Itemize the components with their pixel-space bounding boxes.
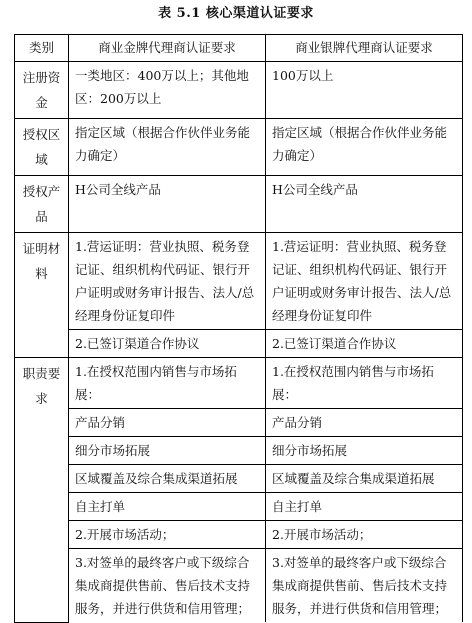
header-silver: 商业银牌代理商认证要求 xyxy=(266,35,463,62)
gold-cell: 细分市场拓展 xyxy=(69,437,266,465)
row-category: 授权区域 xyxy=(15,119,69,176)
gold-cell: 2.已签订渠道合作协议 xyxy=(69,330,266,358)
silver-cell: 2.已签订渠道合作协议 xyxy=(266,330,463,358)
gold-cell: 指定区域（根据合作伙伴业务能力确定） xyxy=(69,119,266,176)
table-row xyxy=(15,358,463,409)
silver-cell: 1.在授权范围内销售与市场拓展： xyxy=(266,358,463,409)
silver-cell: 产品分销 xyxy=(266,409,463,437)
row-category: 授权产品 xyxy=(15,176,69,233)
silver-cell: 区域覆盖及综合集成渠道拓展 xyxy=(266,465,463,493)
gold-cell: 产品分销 xyxy=(69,409,266,437)
table-row xyxy=(15,62,463,119)
silver-cell: 自主打单 xyxy=(266,493,463,521)
table-row xyxy=(15,549,463,623)
table-caption: 表 5.1 核心渠道认证要求 xyxy=(158,6,314,21)
table-row xyxy=(15,119,463,176)
gold-cell: 一类地区：400万以上；其他地区：200万以上 xyxy=(69,62,266,119)
table-row xyxy=(15,176,463,233)
header-gold: 商业金牌代理商认证要求 xyxy=(69,35,266,62)
row-category: 证明材料 xyxy=(15,233,69,358)
table-row xyxy=(15,521,463,549)
gold-cell: 2.开展市场活动； xyxy=(69,521,266,549)
row-category: 职责要求 xyxy=(15,358,69,623)
gold-cell: 自主打单 xyxy=(69,493,266,521)
silver-cell: 2.开展市场活动； xyxy=(266,521,463,549)
table-row xyxy=(15,437,463,465)
silver-cell: 3.对签单的最终客户或下级综合集成商提供售前、售后技术支持服务，并进行供货和信用管理； xyxy=(266,549,463,623)
silver-cell: 1.营运证明：营业执照、税务登记证、组织机构代码证、银行开户证明或财务审计报告、法人/总经理身份证复印件 xyxy=(266,233,463,330)
row-category: 注册资金 xyxy=(15,62,69,119)
header-category: 类别 xyxy=(15,35,69,62)
table-row xyxy=(15,493,463,521)
silver-cell: 细分市场拓展 xyxy=(266,437,463,465)
table-row xyxy=(15,233,463,330)
gold-cell: 1.在授权范围内销售与市场拓展： xyxy=(69,358,266,409)
gold-cell: 区域覆盖及综合集成渠道拓展 xyxy=(69,465,266,493)
gold-cell: H公司全线产品 xyxy=(69,176,266,233)
gold-cell: 1.营运证明：营业执照、税务登记证、组织机构代码证、银行开户证明或财务审计报告、法人/总经理身份证复印件 xyxy=(69,233,266,330)
silver-cell: H公司全线产品 xyxy=(266,176,463,233)
silver-cell: 指定区域（根据合作伙伴业务能力确定） xyxy=(266,119,463,176)
gold-cell: 3.对签单的最终客户或下级综合集成商提供售前、售后技术支持服务，并进行供货和信用管理； xyxy=(69,549,266,623)
table-row xyxy=(15,409,463,437)
header-row xyxy=(15,35,463,62)
certification-requirements-table xyxy=(14,34,463,623)
table-row xyxy=(15,330,463,358)
table-row xyxy=(15,465,463,493)
silver-cell: 100万以上 xyxy=(266,62,463,119)
